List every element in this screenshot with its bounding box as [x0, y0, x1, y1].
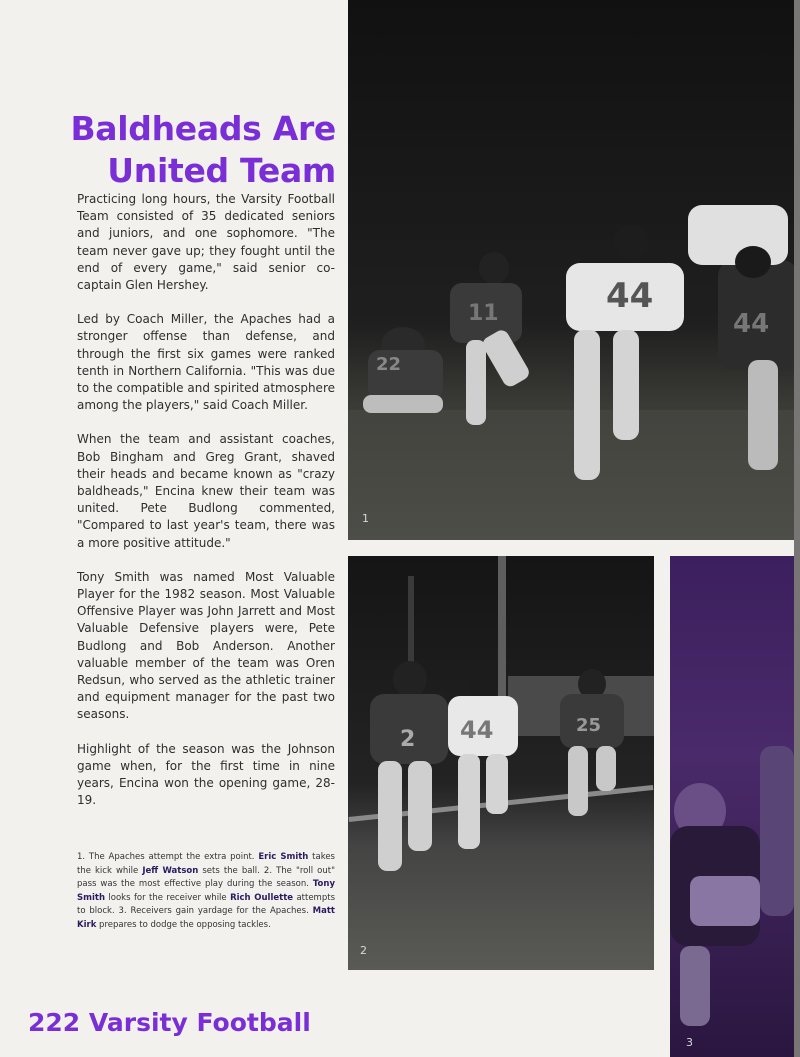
jersey-number: 25	[576, 715, 602, 736]
caption-text: sets the ball. 2. The "roll out" pass was the most effective play during the season.	[77, 865, 335, 890]
paragraph: Practicing long hours, the Varsity Football Team consisted of 35 dedicated seniors and juniors, and one sophomore. "The team never gave up; they fought until the end of every game," said senior co-captain Glen Hershey.	[77, 192, 335, 293]
caption-text: takes the kick while	[77, 852, 335, 876]
photo-number: 2	[360, 944, 367, 957]
photo-number: 1	[362, 512, 369, 525]
jersey-number: 11	[468, 301, 499, 326]
title-line-2: United Team	[107, 151, 336, 190]
page-number: 222	[28, 1008, 81, 1037]
photo-number: 3	[686, 1036, 693, 1049]
caption-name: Jeff Watson	[142, 865, 199, 876]
paragraph: Led by Coach Miller, the Apaches had a stronger offense than defense, and through the first six games were ranked tenth in Northern California. "This was due to the compatible and spirited atmosphere among the players," said Coach Miller.	[77, 312, 335, 413]
paragraph: When the team and assistant coaches, Bob Bingham and Greg Grant, shaved their heads and became known as "crazy baldheads," Encina knew their team was united. Pete Budlong commented, "Compared to last year's team, there was a more positive attitude."	[77, 432, 335, 550]
caption-name: Tony Smith	[77, 879, 335, 903]
caption-name: Eric Smith	[258, 852, 309, 862]
article-body	[77, 191, 335, 827]
photo-captions	[77, 851, 335, 933]
caption-name: Rich Oullette	[230, 892, 294, 903]
photo-receivers	[670, 556, 794, 1057]
photo-3-illustration	[670, 556, 794, 1057]
paragraph: Tony Smith was named Most Valuable Player for the 1982 season. Most Valuable Offensive Player was John Jarrett and Most Valuable Defensive players were, Pete Budlong and Bob Anderson. Another valuable member of the team was Oren Redsun, who served as the athletic trainer and equipment manager for the past two seasons.	[77, 569, 335, 722]
jersey-number: 44	[460, 716, 494, 744]
caption-text: looks for the receiver while	[105, 892, 231, 903]
photo-1-jerseys	[348, 0, 800, 540]
photo-extra-point	[348, 0, 800, 540]
jersey-number: 2	[400, 727, 416, 752]
paragraph: Highlight of the season was the Johnson game when, for the first time in nine years, Encina won the opening game, 28-19.	[77, 741, 335, 808]
jersey-number: 22	[376, 354, 402, 375]
caption-text: attempts to block. 3. Receivers gain yardage for the Apaches.	[77, 892, 335, 917]
caption-name: Matt Kirk	[77, 906, 335, 930]
title-line-1: Baldheads Are	[70, 109, 336, 148]
jersey-number: 44	[733, 309, 770, 339]
caption-text: prepares to dodge the opposing tackles.	[96, 919, 271, 930]
binding-edge	[794, 0, 800, 1057]
article-title	[60, 108, 336, 192]
jersey-number: 44	[606, 276, 654, 316]
caption-text: 1. The Apaches attempt the extra point.	[77, 852, 259, 862]
photo-2-jerseys	[348, 556, 654, 970]
photo-roll-out-pass	[348, 556, 654, 970]
section-name: Varsity Football	[88, 1008, 311, 1037]
page-footer	[28, 1007, 311, 1039]
